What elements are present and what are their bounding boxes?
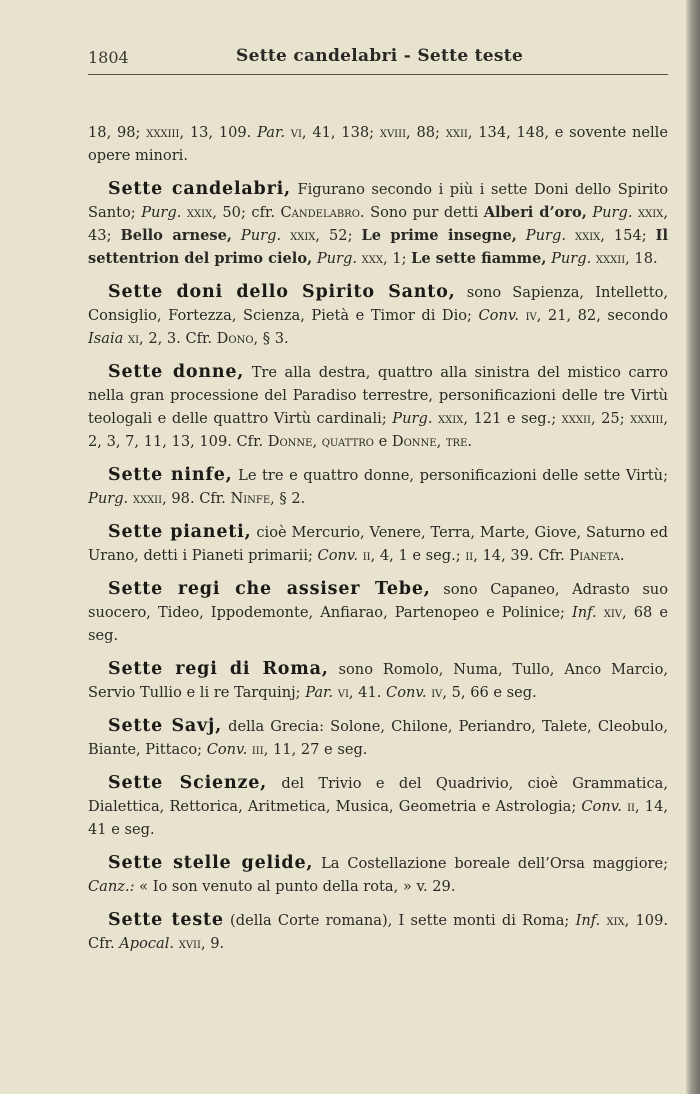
italic-reference: Purg. (525, 227, 566, 244)
body-text: , 2, 3, 7, 11, 13, 109. Cfr. (88, 410, 669, 450)
body-text: , § 3. (253, 330, 289, 347)
body-text: , 50; cfr. (212, 204, 281, 221)
running-title: Sette candelabri - Sette teste (236, 46, 524, 66)
body-text: , 121 e seg.; (463, 410, 562, 427)
entry-headword: Sette donne, (108, 362, 245, 382)
page-edge-shadow (686, 0, 700, 1094)
body-text: , 2, 3. Cfr. (139, 330, 217, 347)
small-caps-text: vi (337, 684, 349, 701)
entry-headword: Sette candelabri, (108, 179, 291, 199)
body-text: . Sono pur detti (359, 204, 484, 221)
entry-headword: Sette regi che assiser Tebe, (108, 579, 431, 599)
body-text: Tre alla destra, quattro alla sinistra del mistico carro nella gran processione del Paradiso terrestre, personificazioni delle tre Virtù teologali e delle quattro Virtù cardinali; (88, 364, 668, 427)
small-caps-text: xxx (361, 250, 383, 267)
bold-term: Bello arnese, (120, 227, 232, 244)
body-text: Le tre e quattro donne, personificazioni delle sette Virtù; (232, 467, 668, 484)
body-text: Figurano secondo i più i sette Doni dello Spirito Santo; (88, 181, 669, 221)
entry-headword: Sette Scienze, (108, 773, 268, 793)
italic-reference: Par. (305, 684, 334, 701)
dictionary-entry (88, 909, 668, 955)
body-text (566, 227, 575, 244)
small-caps-text: xxix (638, 204, 664, 221)
dictionary-entries (88, 121, 668, 966)
body-text: cioè Mercurio, Venere, Terra, Marte, Giove, Saturno ed Urano, detti i Pianeti primarii; (88, 524, 668, 564)
page-header (88, 46, 668, 75)
small-caps-text: xxix (290, 227, 316, 244)
body-text: , 43; (88, 204, 668, 244)
body-text: , 98. Cfr. (162, 490, 231, 507)
body-text: sono Romolo, Numa, Tullo, Anco Marcio, Servio Tullio e li re Tarquinj; (88, 661, 668, 701)
small-caps-text: xxxiii (630, 410, 664, 427)
dictionary-entry (88, 772, 668, 841)
body-text (517, 227, 526, 244)
entry-continuation (88, 121, 668, 167)
italic-reference: Purg. (240, 227, 282, 244)
small-caps-text: xviii (379, 124, 407, 141)
body-text: , 11, 27 e seg. (263, 741, 368, 758)
italic-reference: Inf. (572, 604, 597, 621)
dictionary-entry (88, 852, 668, 898)
entry-headword: Sette stelle gelide, (108, 853, 314, 873)
italic-reference: Apocal. (119, 935, 175, 952)
dictionary-entry (88, 361, 668, 453)
small-caps-text: xxix (574, 227, 601, 244)
italic-reference: Conv. (478, 307, 520, 324)
body-text (597, 604, 604, 621)
small-caps-text: Pianeta (569, 547, 620, 564)
entry-headword: Sette Savj, (108, 716, 223, 736)
small-caps-text: xxxii (132, 490, 163, 507)
bold-term: Il settentrion del primo cielo, (88, 227, 668, 267)
body-text: . (619, 547, 625, 564)
entry-headword: Sette doni dello Spirito Santo, (108, 282, 456, 302)
small-caps-text: Candelabro (280, 204, 360, 221)
small-caps-text: Donne, tre (391, 433, 468, 450)
dictionary-entry (88, 178, 668, 270)
italic-reference: Purg. (551, 250, 592, 267)
small-caps-text: ii (465, 547, 474, 564)
small-caps-text: Ninfe (230, 490, 271, 507)
body-text: , § 2. (270, 490, 306, 507)
italic-reference: Isaia (88, 330, 124, 347)
body-text: (della Corte romana), I sette monti di Roma; (223, 912, 576, 929)
italic-reference: Conv. (206, 741, 248, 758)
body-text: , 14, 41 e seg. (88, 798, 668, 838)
bold-term: Alberi d’oro, (483, 204, 587, 221)
body-text: del Trivio e del Quadrivio, cioè Grammatica, Dialettica, Rettorica, Aritmetica, Musica, Geometria e Astrologia; (88, 775, 668, 815)
small-caps-text: xvii (178, 935, 201, 952)
body-text: , 4, 1 e seg.; (370, 547, 466, 564)
italic-reference: Purg. (592, 204, 633, 221)
body-text: , 88; (406, 124, 446, 141)
body-text: , 41, 138; (301, 124, 380, 141)
body-text: della Grecia: Solone, Chilone, Periandro, Talete, Cleobulo, Biante, Pittaco; (88, 718, 668, 758)
body-text: . (467, 433, 473, 450)
italic-reference: Conv. (581, 798, 622, 815)
body-text: , 13, 109. (179, 124, 258, 141)
italic-reference: Par. (257, 124, 285, 141)
body-text: , 21, 82, secondo (536, 307, 669, 324)
small-caps-text: iv (525, 307, 537, 324)
italic-reference: Purg. (88, 490, 129, 507)
body-text: , 5, 66 e seg. (442, 684, 537, 701)
small-caps-text: ii (362, 547, 371, 564)
body-text: , 9. (200, 935, 225, 952)
small-caps-text: xxii (445, 124, 468, 141)
small-caps-text: xiv (603, 604, 623, 621)
entry-headword: Sette regi di Roma, (108, 659, 329, 679)
small-caps-text: ii (627, 798, 635, 815)
small-caps-text: xxix (186, 204, 213, 221)
small-caps-text: xxxiii (146, 124, 180, 141)
small-caps-text: xxxii (595, 250, 626, 267)
body-text (232, 227, 241, 244)
dictionary-entry (88, 281, 668, 350)
body-text: « Io son venuto al punto della rota, » v. 29. (134, 878, 456, 895)
entry-headword: Sette ninfe, (108, 465, 233, 485)
bold-term: Le sette fiamme, (411, 250, 547, 267)
italic-reference: Inf. (575, 912, 601, 929)
dictionary-entry (88, 715, 668, 761)
small-caps-text: iii (251, 741, 264, 758)
small-caps-text: vi (290, 124, 302, 141)
entry-headword: Sette pianeti, (108, 522, 252, 542)
body-text: , 25; (590, 410, 631, 427)
small-caps-text: xxxii (561, 410, 591, 427)
page-number: 1804 (88, 48, 129, 67)
small-caps-text: xi (127, 330, 140, 347)
body-text: , 68 e seg. (88, 604, 669, 644)
italic-reference: Conv. (317, 547, 359, 564)
body-text: , 18. (625, 250, 658, 267)
small-caps-text: Donne, quattro (267, 433, 374, 450)
italic-reference: Conv. (386, 684, 427, 701)
bold-term: Le prime insegne, (361, 227, 517, 244)
body-text: , 52; (315, 227, 362, 244)
small-caps-text: xxix (438, 410, 464, 427)
dictionary-entry (88, 658, 668, 704)
dictionary-entry (88, 578, 668, 647)
body-text: 18, 98; (88, 124, 147, 141)
body-text: La Costellazione boreale dell’Orsa maggiore; (313, 855, 669, 872)
body-text: sono Capaneo, Adrasto suo suocero, Tideo, Ippodemonte, Anfiarao, Partenopeo e Polinice; (88, 581, 668, 621)
body-text: , 109. Cfr. (88, 912, 668, 952)
italic-reference: Purg. (316, 250, 357, 267)
small-caps-text: Dono (216, 330, 254, 347)
body-text: , 154; (600, 227, 656, 244)
dictionary-entry (88, 464, 668, 510)
body-text: e (373, 433, 392, 450)
body-text (281, 227, 290, 244)
body-text: sono Sapienza, Intelletto, Consiglio, Fortezza, Scienza, Pietà e Timor di Dio; (88, 284, 668, 324)
entry-headword: Sette teste (108, 910, 224, 930)
body-text: , 134, 148, e sovente nelle opere minori. (88, 124, 668, 164)
body-text: , 41. (348, 684, 387, 701)
body-text: , 14, 39. Cfr. (473, 547, 570, 564)
italic-reference: Purg. (392, 410, 433, 427)
body-text: , 1; (383, 250, 412, 267)
italic-reference: Purg. (141, 204, 182, 221)
italic-reference: Canz.: (88, 878, 135, 895)
dictionary-entry (88, 521, 668, 567)
small-caps-text: iv (431, 684, 443, 701)
small-caps-text: xix (606, 912, 625, 929)
